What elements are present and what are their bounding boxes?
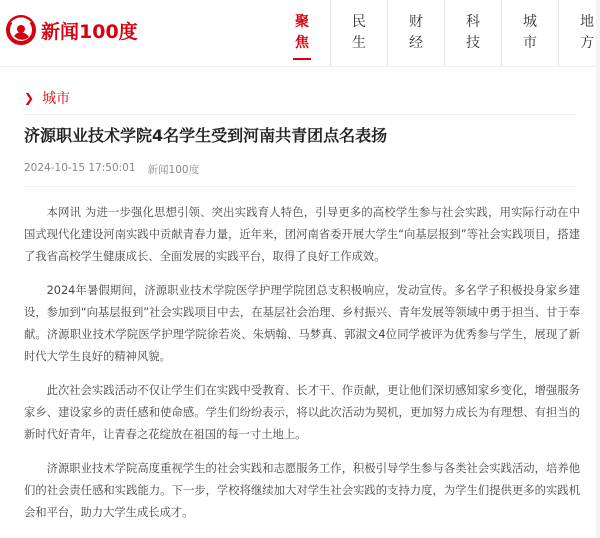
nav-item-finance[interactable] — [387, 0, 444, 66]
nav-label-line2: 生 — [352, 35, 366, 51]
publish-date: 2024-10-15 17:50:01 — [24, 162, 136, 174]
scrollbar[interactable] — [596, 0, 600, 538]
nav-label-line2: 技 — [466, 35, 480, 51]
article-paragraph: 2024年暑假期间，济源职业技术学院医学护理学院团总支积极响应，发动宣传。多名学子积极投身家乡建设，参加到“向基层报到”社会实践项目中去，在基层社会治理、乡村振兴、青年发展等领域中勇于担当、甘于奉献。济源职业技术学院医学护理学院徐若炎、朱炳翰、马梦真、郭淑文4位同学被评为优秀参与学生，展现了新时代大学生良好的精神风貌。 — [24, 284, 580, 363]
article-paragraph: 济源职业技术学院高度重视学生的社会实践和志愿服务工作，积极引导学生参与各类社会实践活动，培养他们的社会责任感和实践能力。下一步，学校将继续加大对学生社会实践的支持力度，为学生们提供更多的实践机会和平台，助力大学生成长成才。 — [24, 462, 580, 519]
nav-label-line2: 经 — [409, 35, 423, 51]
site-header — [0, 0, 600, 67]
article-paragraph: 此次社会实践活动不仅让学生们在实践中受教育、长才干、作贡献，更让他们深切感知家乡变化，增强服务家乡、建设家乡的责任感和使命感。学生们纷纷表示，将以此次活动为契机，更加努力成长为有理想、有担当的新时代好青年，让青春之花绽放在祖国的每一寸土地上。 — [24, 384, 580, 441]
article-paragraph: 本网讯 为进一步强化思想引领、突出实践育人特色，引导更多的高校学生参与社会实践，用实际行动在中国式现代化建设河南实践中贡献青春力量，近年来，团河南省委开展大学生“向基层报到”等社会实践项目，搭建了我省高校学生健康成长、全面发展的实践平台，取得了良好工作成效。 — [24, 206, 580, 263]
nav-item-city[interactable] — [501, 0, 558, 66]
nav-label-line1: 财 — [409, 14, 423, 30]
logo-text: 新闻100度 — [41, 20, 138, 43]
main-nav — [274, 0, 600, 66]
divider — [24, 114, 576, 115]
breadcrumb[interactable] — [24, 88, 70, 108]
article-title: 济源职业技术学院4名学生受到河南共青团点名表扬 — [24, 126, 388, 145]
nav-label-line2: 方 — [580, 35, 594, 51]
divider — [24, 186, 576, 187]
nav-label-line1: 科 — [466, 14, 480, 30]
nav-label-line1: 民 — [352, 14, 366, 30]
nav-label-line2: 市 — [523, 35, 537, 51]
article-source: 新闻100度 — [147, 164, 200, 176]
breadcrumb-label: 城市 — [42, 91, 71, 107]
nav-label-line1: 地 — [580, 14, 594, 30]
nav-label-line1: 城 — [523, 14, 537, 30]
nav-item-local[interactable] — [558, 0, 600, 66]
nav-item-tech[interactable] — [444, 0, 501, 66]
swirl-logo-icon — [6, 13, 36, 47]
nav-label-line2: 焦 — [295, 35, 309, 51]
nav-item-focus[interactable] — [274, 0, 330, 66]
nav-item-livelihood[interactable] — [330, 0, 387, 66]
chevron-right-icon: ❯ — [24, 91, 35, 105]
article-body — [24, 202, 580, 536]
site-logo[interactable] — [6, 13, 138, 47]
article-meta — [24, 162, 199, 177]
nav-label-line1: 聚 — [295, 14, 309, 30]
